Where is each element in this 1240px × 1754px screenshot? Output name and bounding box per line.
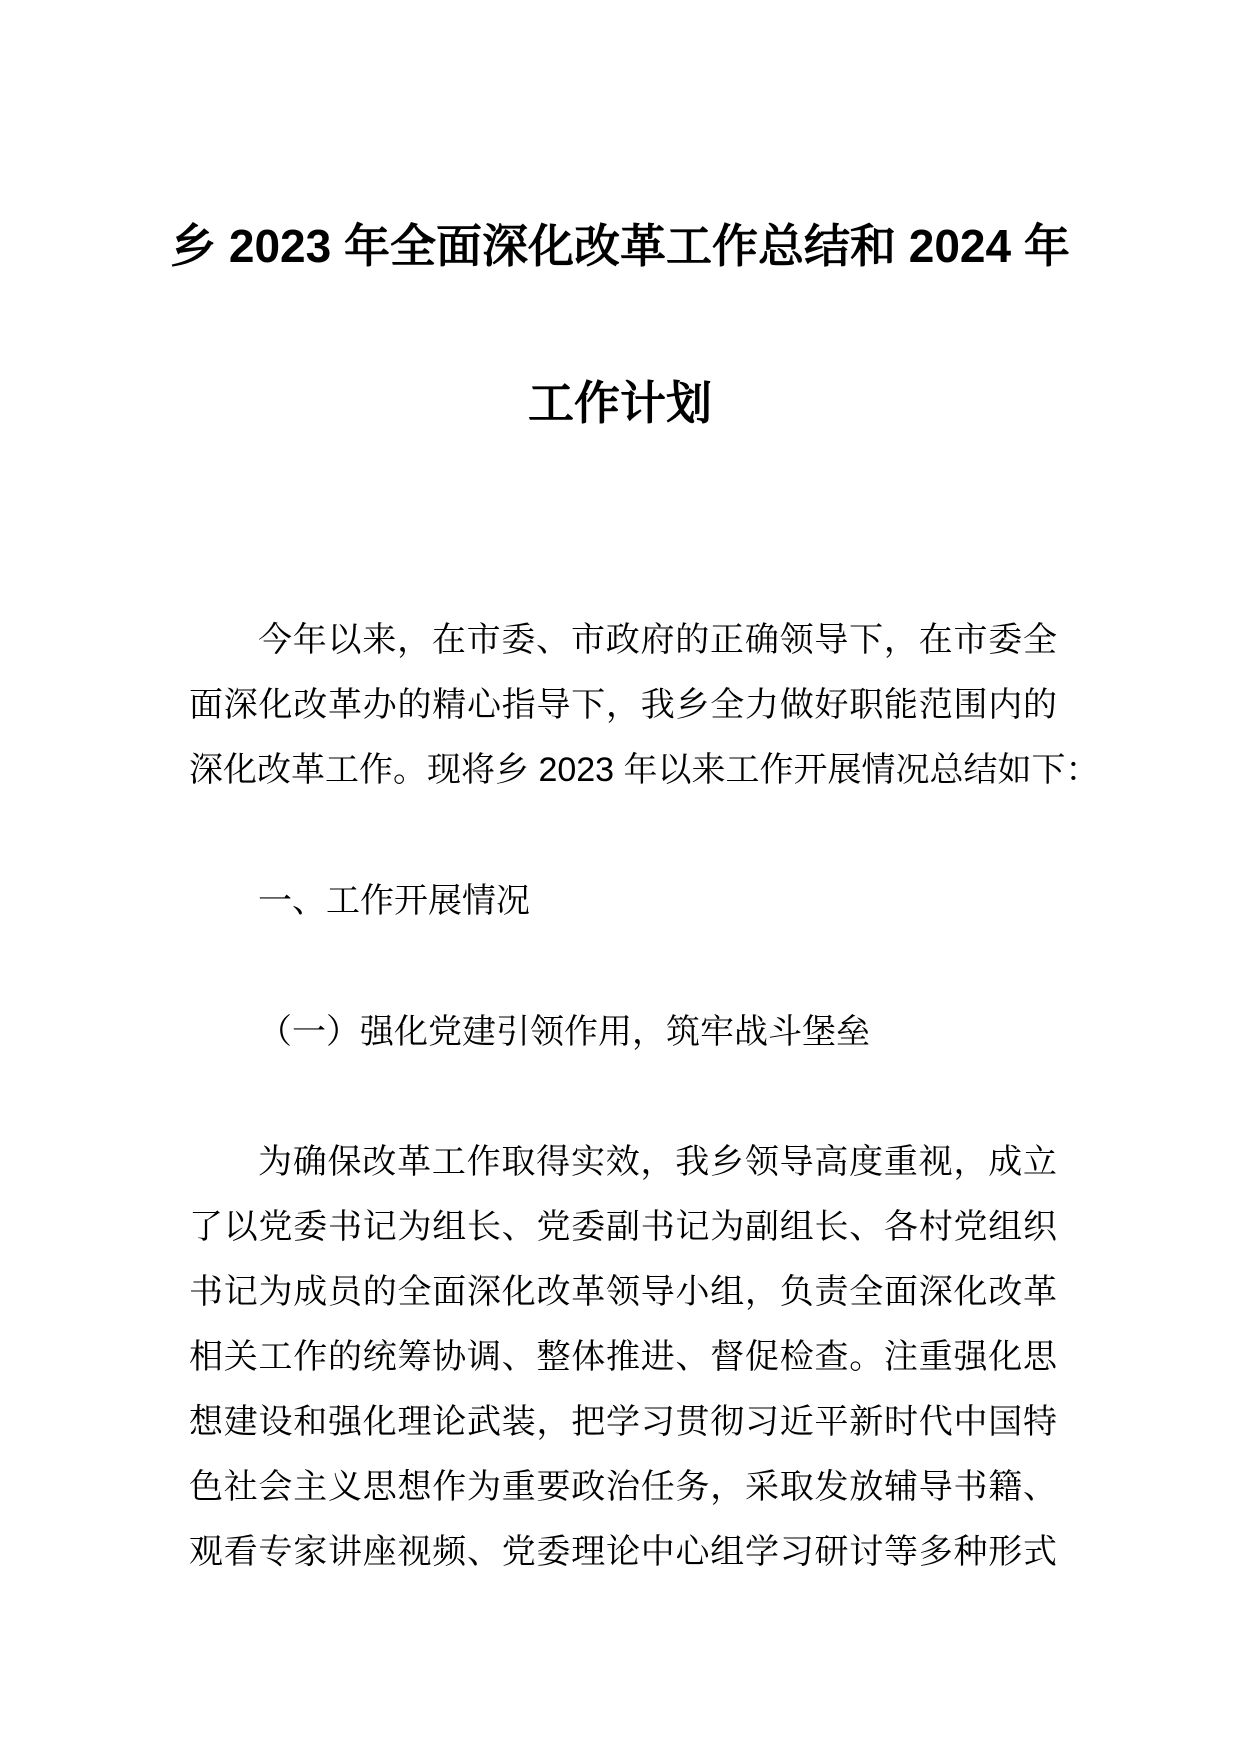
intro-paragraph-line: 深化改革工作。现将乡 2023 年以来工作开展情况总结如下：: [189, 751, 1100, 789]
section-heading: 一、工作开展情况: [258, 882, 530, 920]
body-paragraph-line: 为确保改革工作取得实效，我乡领导高度重视，成立: [258, 1143, 1057, 1181]
body-paragraph-line: 书记为成员的全面深化改革领导小组，负责全面深化改革: [189, 1273, 1057, 1311]
section-subheading: （一）强化党建引领作用，筑牢战斗堡垒: [258, 1013, 870, 1051]
document-title-line-2: 工作计划: [528, 377, 712, 429]
body-paragraph-line: 了以党委书记为组长、党委副书记为副组长、各村党组织: [189, 1208, 1057, 1246]
body-paragraph-line: 相关工作的统筹协调、整体推进、督促检查。注重强化思: [189, 1338, 1057, 1376]
body-paragraph-line: 想建设和强化理论武装，把学习贯彻习近平新时代中国特: [189, 1403, 1057, 1441]
document-title-line-1: 乡 2023 年全面深化改革工作总结和 2024 年: [170, 220, 1070, 272]
body-paragraph-line: 色社会主义思想作为重要政治任务，采取发放辅导书籍、: [189, 1468, 1057, 1506]
intro-paragraph-line: 今年以来，在市委、市政府的正确领导下，在市委全: [258, 621, 1057, 659]
intro-paragraph-line: 面深化改革办的精心指导下，我乡全力做好职能范围内的: [189, 686, 1057, 724]
body-paragraph-line: 观看专家讲座视频、党委理论中心组学习研讨等多种形式: [189, 1533, 1057, 1571]
